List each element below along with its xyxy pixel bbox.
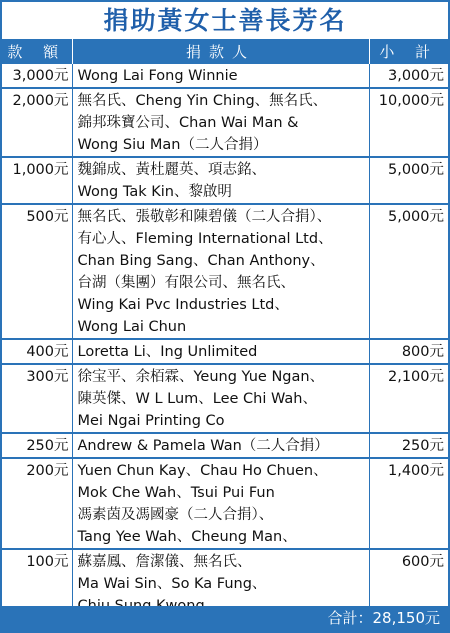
donor-name-line: 蘇嘉鳳、詹潔儀、無名氏、 [77, 554, 252, 570]
amount-cell: 400元 [2, 339, 72, 364]
donor-name-line: Mei Ngai Printing Co [77, 413, 225, 429]
table-row [2, 364, 448, 433]
donor-names-cell [72, 433, 369, 458]
amount-cell: 250元 [2, 433, 72, 458]
donor-name-line: Wong Lai Chun [77, 319, 187, 335]
total-bar: 合計：28,150元 [2, 606, 448, 631]
amount-cell: 300元 [2, 364, 72, 433]
donor-name-line: Chan Bing Sang、Chan Anthony、 [77, 253, 325, 269]
donor-names-cell [72, 204, 369, 339]
donor-table [2, 39, 448, 617]
header-subtotal: 小 計 [369, 39, 448, 64]
donor-name-line: 無名氏、Cheng Yin Ching、無名氏、 [77, 93, 328, 109]
donor-name-line: 陳英傑、W L Lum、Lee Chi Wah、 [77, 391, 317, 407]
donor-name-line: 錦邦珠寶公司、Chan Wai Man & [77, 115, 299, 131]
table-header-row [2, 39, 448, 64]
donor-name-line: 馮素茵及馮國豪（二人合捐）、 [77, 507, 274, 523]
donor-names-cell [72, 339, 369, 364]
subtotal-cell: 600元 [369, 549, 448, 617]
donor-name-line: Wing Kai Pvc Industries Ltd、 [77, 297, 289, 313]
donor-name-line: Ma Wai Sin、So Ka Fung、 [77, 576, 267, 592]
table-row [2, 458, 448, 549]
donor-name-line: 魏錦成、黃杜麗英、項志銘、 [77, 162, 266, 178]
subtotal-cell: 800元 [369, 339, 448, 364]
header-donor: 捐款人 [72, 39, 369, 64]
donor-name-line: Wong Siu Man（二人合捐） [77, 137, 268, 153]
table-row [2, 157, 448, 204]
donor-name-line: Yuen Chun Kay、Chau Ho Chuen、 [77, 463, 328, 479]
table-row [2, 88, 448, 157]
donor-names-cell [72, 157, 369, 204]
amount-cell: 2,000元 [2, 88, 72, 157]
amount-cell: 500元 [2, 204, 72, 339]
donor-name-line: Wong Lai Fong Winnie [77, 68, 238, 84]
subtotal-cell: 250元 [369, 433, 448, 458]
amount-cell: 200元 [2, 458, 72, 549]
page-title: 捐助黃女士善長芳名 [103, 6, 347, 35]
amount-cell: 3,000元 [12, 68, 69, 84]
table-row [2, 204, 448, 339]
table-row [2, 433, 448, 458]
donor-name-line: 無名氏、張敬彰和陳碧儀（二人合捐）、 [77, 209, 332, 225]
donor-names-cell [72, 88, 369, 157]
donor-names-cell [72, 364, 369, 433]
donor-name-line: Mok Che Wah、Tsui Pui Fun [77, 485, 275, 501]
subtotal-cell: 10,000元 [369, 88, 448, 157]
subtotal-cell: 5,000元 [369, 204, 448, 339]
table-row [2, 339, 448, 364]
donor-name-line: 台湖（集團）有限公司、無名氏、 [77, 275, 295, 291]
subtotal-cell: 3,000元 [369, 64, 448, 88]
table-row [2, 64, 448, 88]
header-amount: 款 額 [2, 39, 72, 64]
subtotal-cell: 2,100元 [369, 364, 448, 433]
donor-name-line: 有心人、Fleming International Ltd、 [77, 231, 333, 247]
donor-name-line: 徐宝平、余栢霖、Yeung Yue Ngan、 [77, 369, 325, 385]
amount-cell: 100元 [2, 549, 72, 617]
subtotal-cell: 5,000元 [369, 157, 448, 204]
donor-name-line: Andrew & Pamela Wan（二人合捐） [77, 438, 329, 454]
subtotal-cell: 1,400元 [369, 458, 448, 549]
donor-name-line: Loretta Li、Ing Unlimited [77, 344, 258, 360]
donor-name-line: Tang Yee Wah、Cheung Man、 [77, 529, 297, 545]
donor-names-cell [72, 64, 369, 88]
donor-names-cell [72, 458, 369, 549]
amount-cell: 1,000元 [2, 157, 72, 204]
donor-name-line: Wong Tak Kin、黎啟明 [77, 184, 232, 200]
